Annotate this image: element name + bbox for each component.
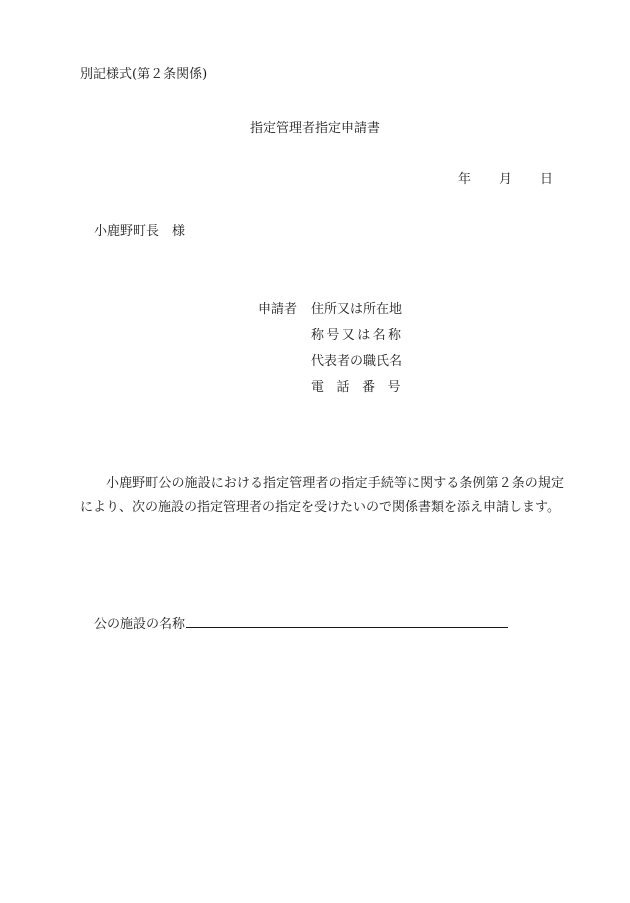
address-label: 住所又は所在地: [311, 302, 403, 317]
facility-name-label: 公の施設の名称: [94, 617, 186, 632]
name-label: 称号又は名称: [311, 328, 404, 343]
facility-name-field[interactable]: [186, 615, 508, 628]
representative-label: 代表者の職氏名: [311, 354, 403, 369]
phone-label: 電話番号: [311, 380, 414, 395]
date-year-label: 年: [458, 172, 472, 187]
date-day-label: 日: [540, 172, 554, 187]
recipient: [94, 225, 185, 238]
document-title: 指定管理者指定申請書: [249, 121, 380, 136]
date-month-label: 月: [499, 172, 513, 187]
recipient-name: 小鹿野町長: [94, 224, 160, 239]
form-label: 別記様式(第２条関係): [80, 67, 208, 82]
recipient-honorific: 様: [172, 224, 186, 239]
facility-name-row: [94, 615, 508, 631]
applicant-label: 申請者: [258, 302, 298, 317]
date-line: [458, 173, 553, 186]
application-statement: 小鹿野町公の施設における指定管理者の指定手続等に関する条例第２条の規定により、次の施設の指定管理者の指定を受けたいので関係書類を添え申請します。: [80, 476, 564, 515]
